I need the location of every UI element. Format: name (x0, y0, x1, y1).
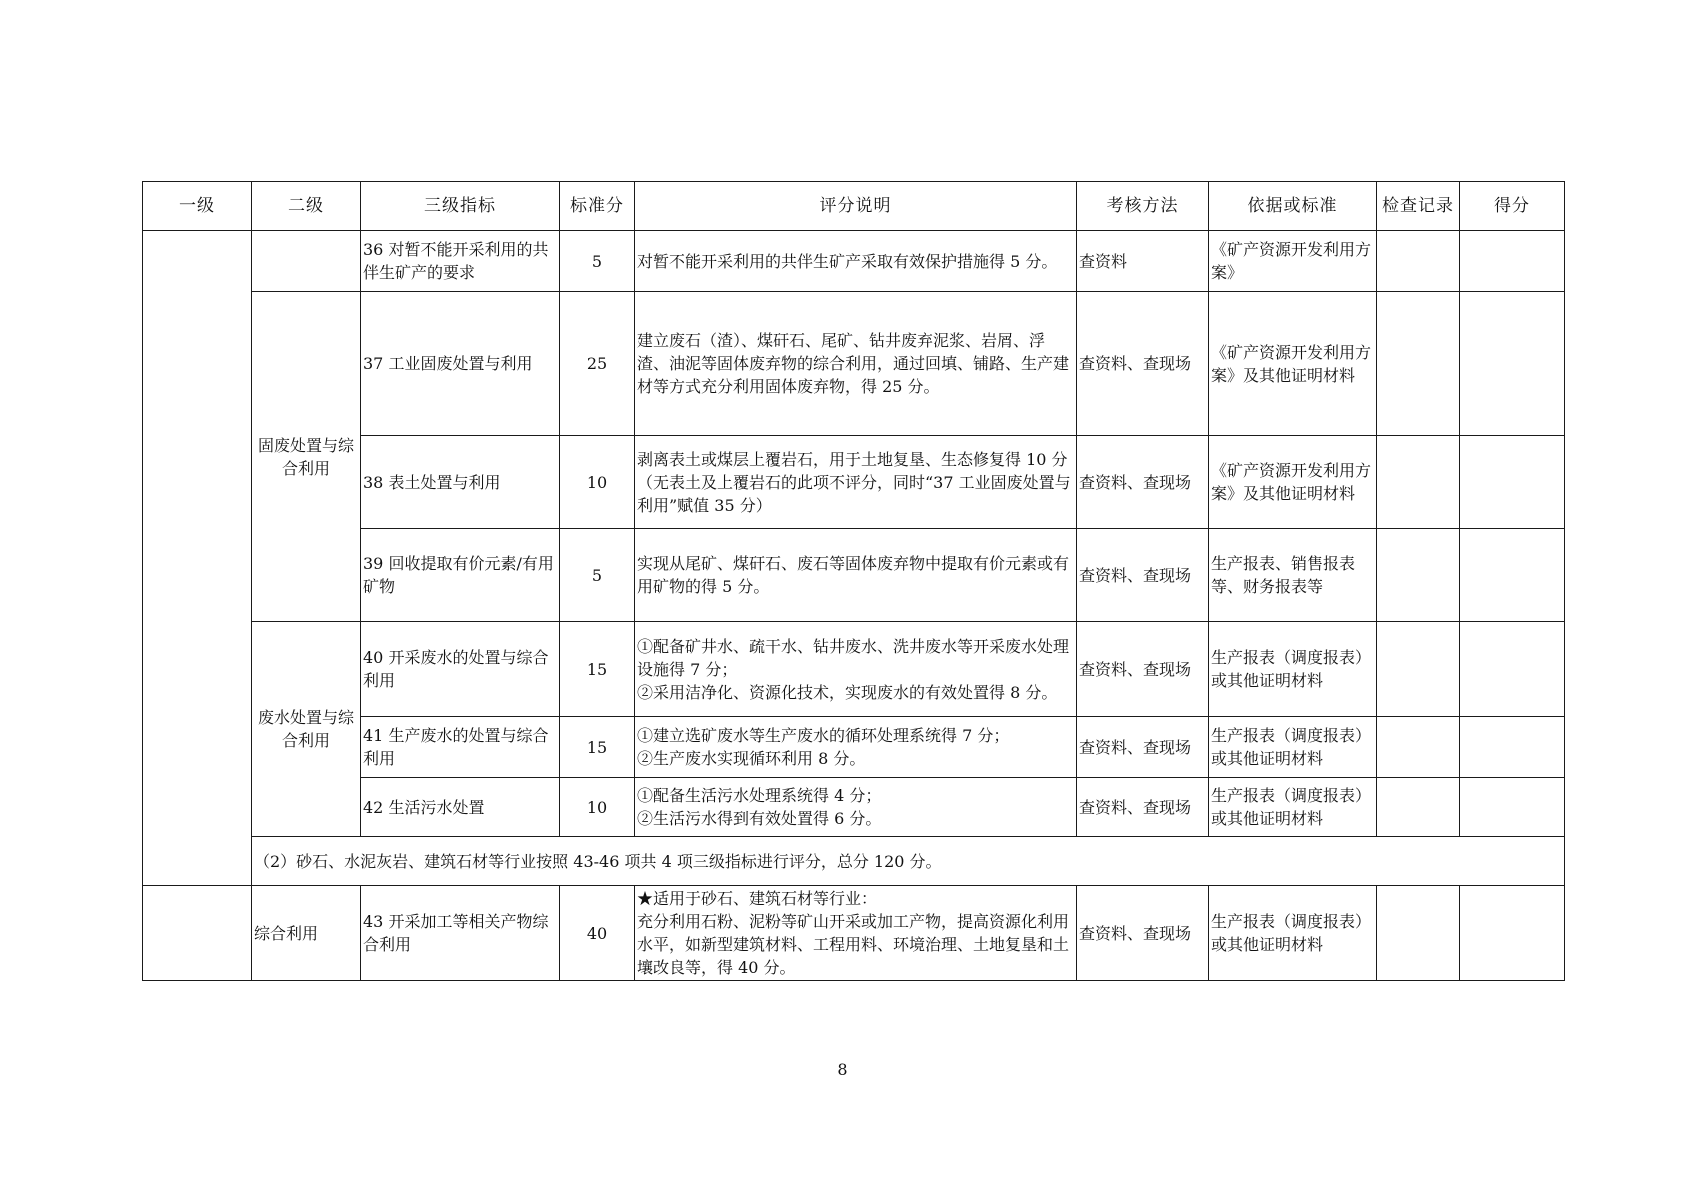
points-cell (1460, 231, 1565, 292)
header-assessment-method: 考核方法 (1077, 182, 1209, 231)
table-row (143, 292, 1565, 436)
basis-cell: 《矿产资源开发利用方案》及其他证明材料 (1209, 436, 1377, 529)
header-level1: 一级 (143, 182, 252, 231)
header-basis: 依据或标准 (1209, 182, 1377, 231)
table-row (143, 886, 1565, 981)
level1-cell (143, 231, 252, 886)
description-line: ①配备矿井水、疏干水、钻井废水、洗井废水等开采废水处理设施得 7 分； (637, 636, 1070, 679)
basis-cell: 《矿产资源开发利用方案》及其他证明材料 (1209, 292, 1377, 436)
score-cell: 25 (560, 292, 635, 436)
record-cell (1377, 886, 1460, 981)
record-cell (1377, 778, 1460, 837)
method-cell: 查资料 (1077, 231, 1209, 292)
description-cell: 建立废石（渣）、煤矸石、尾矿、钻井废弃泥浆、岩屑、浮渣、油泥等固体废弃物的综合利用，通过回填、铺路、生产建材等方式充分利用固体废弃物，得 25 分。 (635, 292, 1077, 436)
description-cell: 实现从尾矿、煤矸石、废石等固体废弃物中提取有价元素或有用矿物的得 5 分。 (635, 529, 1077, 622)
method-cell: 查资料、查现场 (1077, 717, 1209, 778)
header-standard-score: 标准分 (560, 182, 635, 231)
method-cell: 查资料、查现场 (1077, 622, 1209, 717)
indicator-cell: 39 回收提取有价元素/有用矿物 (361, 529, 560, 622)
note-text: （2）砂石、水泥灰岩、建筑石材等行业按照 43-46 项共 4 项三级指标进行评分，总分 120 分。 (252, 837, 1565, 886)
indicator-cell: 36 对暂不能开采利用的共伴生矿产的要求 (361, 231, 560, 292)
score-cell: 10 (560, 778, 635, 837)
description-cell: 对暂不能开采利用的共伴生矿产采取有效保护措施得 5 分。 (635, 231, 1077, 292)
score-cell: 10 (560, 436, 635, 529)
score-cell: 15 (560, 622, 635, 717)
points-cell (1460, 436, 1565, 529)
description-cell (635, 717, 1077, 778)
method-cell: 查资料、查现场 (1077, 292, 1209, 436)
score-cell: 5 (560, 529, 635, 622)
record-cell (1377, 529, 1460, 622)
score-cell: 5 (560, 231, 635, 292)
basis-cell: 生产报表、销售报表等、财务报表等 (1209, 529, 1377, 622)
table-row (143, 231, 1565, 292)
evaluation-table (142, 181, 1565, 981)
points-cell (1460, 886, 1565, 981)
points-cell (1460, 778, 1565, 837)
header-inspection-record: 检查记录 (1377, 182, 1460, 231)
header-score: 得分 (1460, 182, 1565, 231)
score-cell: 15 (560, 717, 635, 778)
indicator-cell: 40 开采废水的处置与综合利用 (361, 622, 560, 717)
description-cell (635, 778, 1077, 837)
basis-cell: 生产报表（调度报表）或其他证明材料 (1209, 886, 1377, 981)
header-scoring-description: 评分说明 (635, 182, 1077, 231)
description-line: ①配备生活污水处理系统得 4 分； (637, 786, 882, 805)
basis-cell: 生产报表（调度报表）或其他证明材料 (1209, 717, 1377, 778)
basis-cell: 《矿产资源开发利用方案》 (1209, 231, 1377, 292)
indicator-cell: 43 开采加工等相关产物综合利用 (361, 886, 560, 981)
description-line: ★适用于砂石、建筑石材等行业： (637, 889, 878, 908)
table-row (143, 622, 1565, 717)
method-cell: 查资料、查现场 (1077, 778, 1209, 837)
header-level3: 三级指标 (361, 182, 560, 231)
header-level2: 二级 (252, 182, 361, 231)
record-cell (1377, 436, 1460, 529)
basis-cell: 生产报表（调度报表）或其他证明材料 (1209, 622, 1377, 717)
description-cell (635, 886, 1077, 981)
points-cell (1460, 529, 1565, 622)
header-row (143, 182, 1565, 231)
group-solid-waste: 固废处置与综合利用 (252, 292, 361, 622)
record-cell (1377, 717, 1460, 778)
level2-cell (252, 231, 361, 292)
description-cell (635, 622, 1077, 717)
method-cell: 查资料、查现场 (1077, 886, 1209, 981)
group-comprehensive: 综合利用 (252, 886, 361, 981)
note-row (143, 837, 1565, 886)
points-cell (1460, 292, 1565, 436)
indicator-cell: 42 生活污水处置 (361, 778, 560, 837)
indicator-cell: 37 工业固废处置与利用 (361, 292, 560, 436)
page-number: 8 (837, 1060, 848, 1079)
description-cell: 剥离表土或煤层上覆岩石，用于土地复垦、生态修复得 10 分（无表土及上覆岩石的此项不评分，同时“37 工业固废处置与利用”赋值 35 分） (635, 436, 1077, 529)
description-line: ②生活污水得到有效处置得 6 分。 (637, 809, 882, 828)
method-cell: 查资料、查现场 (1077, 436, 1209, 529)
description-line: ②采用洁净化、资源化技术，实现废水的有效处置得 8 分。 (637, 682, 1058, 702)
basis-cell: 生产报表（调度报表）或其他证明材料 (1209, 778, 1377, 837)
indicator-cell: 38 表土处置与利用 (361, 436, 560, 529)
group-waste-water: 废水处置与综合利用 (252, 622, 361, 837)
points-cell (1460, 622, 1565, 717)
method-cell: 查资料、查现场 (1077, 529, 1209, 622)
description-line: ①建立选矿废水等生产废水的循环处理系统得 7 分； (637, 726, 1010, 745)
level1-cell (143, 886, 252, 981)
record-cell (1377, 622, 1460, 717)
score-cell: 40 (560, 886, 635, 981)
record-cell (1377, 231, 1460, 292)
description-line: ②生产废水实现循环利用 8 分。 (637, 749, 866, 768)
record-cell (1377, 292, 1460, 436)
description-line: 充分利用石粉、泥粉等矿山开采或加工产物，提高资源化利用水平，如新型建筑材料、工程用料、环境治理、土地复垦和土壤改良等，得 40 分。 (637, 912, 1070, 977)
points-cell (1460, 717, 1565, 778)
indicator-cell: 41 生产废水的处置与综合利用 (361, 717, 560, 778)
